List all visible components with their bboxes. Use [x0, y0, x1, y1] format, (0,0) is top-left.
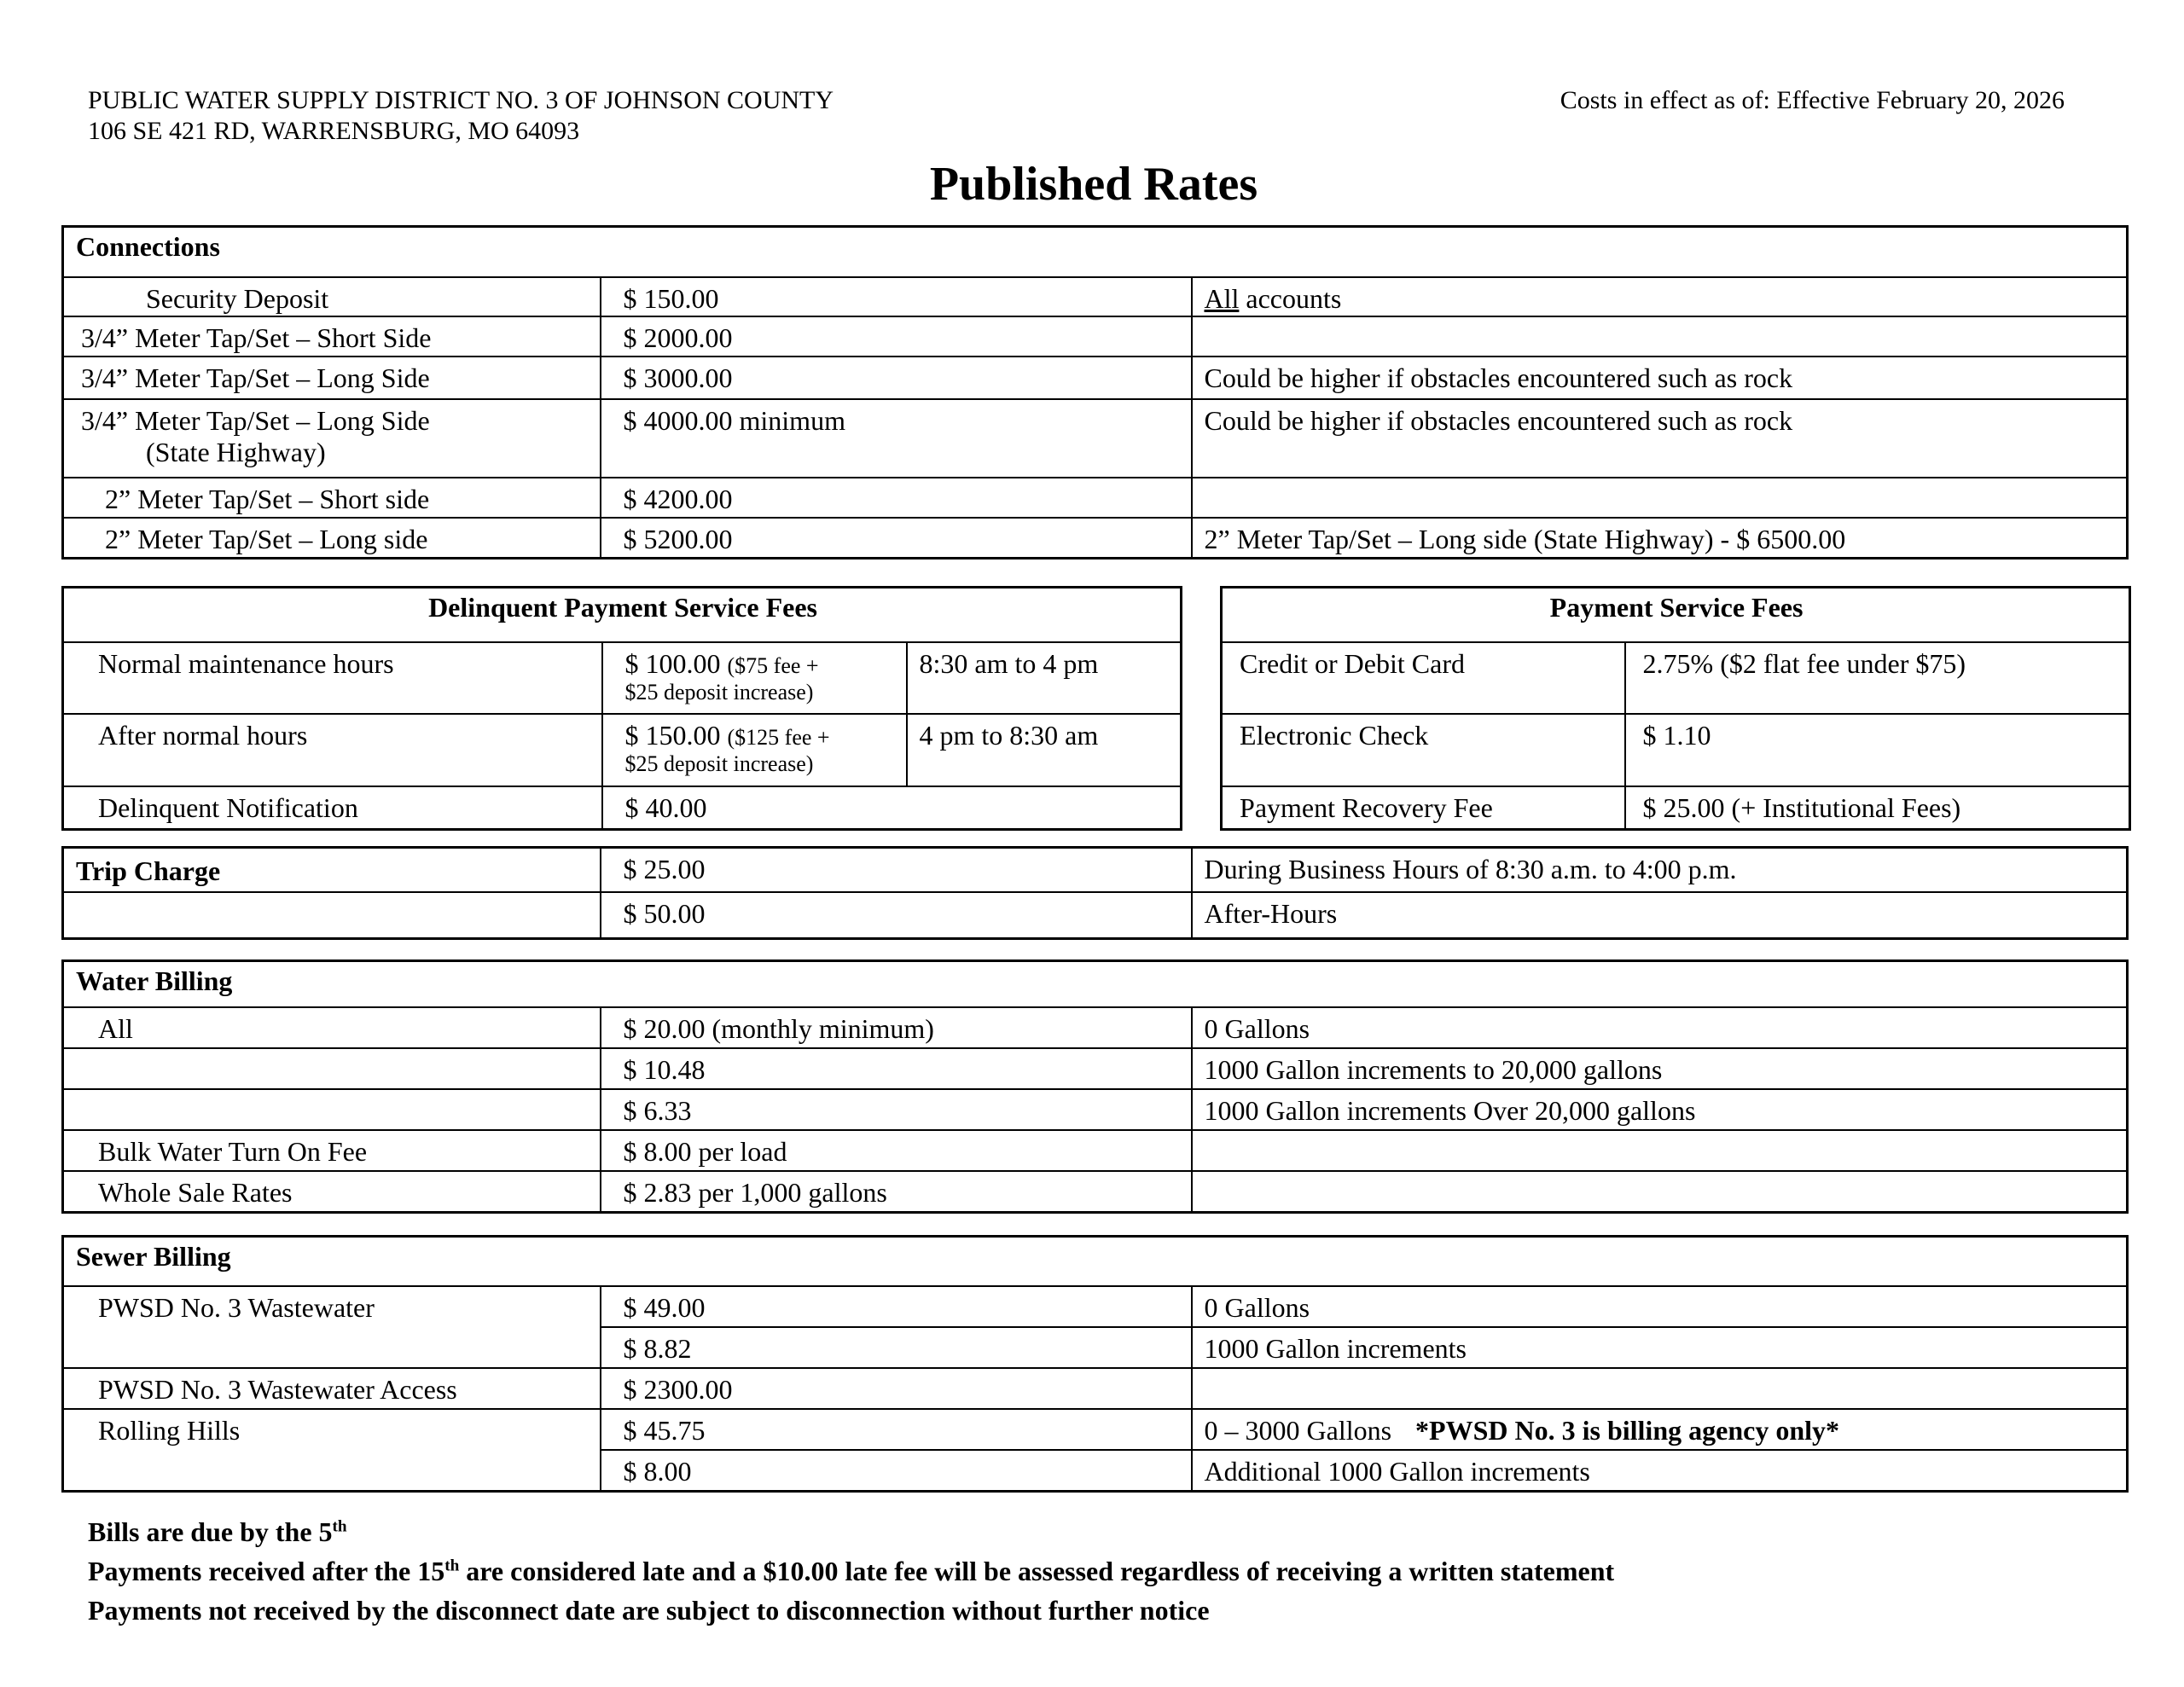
footer-text: are considered late and a $10.00 late fee will be assessed regardless of receiving a written statement	[459, 1555, 1615, 1586]
fee-breakdown-inline: ($125 fee +	[727, 725, 830, 751]
note-text: 0 – 3000 Gallons	[1204, 1415, 1392, 1446]
connections-section-title: Connections	[63, 227, 2128, 277]
table-row	[63, 847, 2128, 892]
effective-date-note: Costs in effect as of: Effective February 20, 2026	[1560, 86, 2065, 114]
item-label-cell: Credit or Debit Card	[1222, 642, 1625, 714]
table-row	[63, 478, 2128, 518]
fee-breakdown-wrap: $25 deposit increase)	[624, 679, 814, 704]
footer-line-due-date	[88, 1512, 2126, 1551]
fee-breakdown-inline: ($75 fee +	[727, 653, 819, 679]
footer-text: Bills are due by the 5	[88, 1516, 333, 1547]
payment-header-row	[1222, 587, 2130, 642]
item-label-cell: 2” Meter Tap/Set – Long side	[63, 518, 601, 558]
fee-amount: $ 150.00	[624, 720, 721, 751]
price-cell: $ 2300.00	[601, 1368, 1192, 1409]
sewer-header-row	[63, 1236, 2128, 1286]
price-cell: $ 3000.00	[601, 357, 1192, 399]
organization-address: 106 SE 421 RD, WARRENSBURG, MO 64093	[88, 117, 580, 145]
footer-notes	[61, 1512, 2126, 1630]
note-cell: 1000 Gallon increments to 20,000 gallons	[1192, 1048, 2128, 1089]
table-row	[63, 399, 2128, 478]
trip-charge-section-title: Trip Charge	[63, 847, 601, 892]
footer-line-late-fee	[88, 1551, 2126, 1591]
fee-tables-row	[61, 586, 2126, 831]
item-label-cell: Normal maintenance hours	[63, 642, 602, 714]
item-label-cell: 3/4” Meter Tap/Set – Long Side	[63, 357, 601, 399]
note-cell: After-Hours	[1192, 892, 2128, 938]
item-label-cell: Electronic Check	[1222, 714, 1625, 786]
connections-header-row	[63, 227, 2128, 277]
item-label-cell: Security Deposit	[63, 277, 601, 317]
table-row	[63, 1409, 2128, 1450]
item-label-cell	[63, 399, 601, 478]
price-cell: $ 49.00	[601, 1286, 1192, 1327]
price-cell: $ 2.83 per 1,000 gallons	[601, 1171, 1192, 1212]
hours-cell: 8:30 am to 4 pm	[907, 642, 1182, 714]
price-cell: $ 20.00 (monthly minimum)	[601, 1007, 1192, 1048]
price-cell: $ 8.00 per load	[601, 1130, 1192, 1171]
note-cell: 2” Meter Tap/Set – Long side (State Highway) - $ 6500.00	[1192, 518, 2128, 558]
price-cell: $ 50.00	[601, 892, 1192, 938]
note-cell	[1192, 1368, 2128, 1409]
note-cell	[1192, 1130, 2128, 1171]
note-cell: Could be higher if obstacles encountered such as rock	[1192, 399, 2128, 478]
price-cell: $ 45.75	[601, 1409, 1192, 1450]
water-billing-table	[61, 959, 2129, 1214]
item-label-line1: 3/4” Meter Tap/Set – Long Side	[81, 405, 430, 437]
fee-amount-cell	[602, 642, 907, 714]
item-label-cell: Delinquent Notification	[63, 786, 602, 829]
underlined-note-word: All	[1204, 282, 1240, 314]
item-label-cell	[63, 1089, 601, 1130]
price-cell: $ 6.33	[601, 1089, 1192, 1130]
item-label-cell: 3/4” Meter Tap/Set – Short Side	[63, 316, 601, 357]
note-cell: 1000 Gallon increments Over 20,000 gallons	[1192, 1089, 2128, 1130]
item-label-cell: After normal hours	[63, 714, 602, 786]
document-header	[61, 85, 2126, 147]
price-cell: $ 10.48	[601, 1048, 1192, 1089]
table-row	[63, 1048, 2128, 1089]
table-row	[63, 714, 1182, 786]
page-title: Published Rates	[929, 158, 1258, 211]
fee-cell: $ 1.10	[1625, 714, 2130, 786]
ordinal-superscript: th	[332, 1517, 347, 1536]
price-cell: $ 4200.00	[601, 478, 1192, 518]
price-cell: $ 2000.00	[601, 316, 1192, 357]
table-row	[63, 1007, 2128, 1048]
organization-name: PUBLIC WATER SUPPLY DISTRICT NO. 3 OF JOHNSON COUNTY	[88, 86, 834, 114]
ordinal-superscript: th	[444, 1557, 460, 1575]
fee-amount-cell	[602, 714, 907, 786]
table-row	[1222, 642, 2130, 714]
payment-fees-table	[1220, 586, 2131, 831]
fee-amount-cell: $ 40.00	[602, 786, 1182, 829]
hours-cell: 4 pm to 8:30 am	[907, 714, 1182, 786]
table-row	[63, 277, 2128, 317]
organization-block	[88, 85, 834, 147]
note-cell	[1192, 277, 2128, 317]
billing-agency-note: *PWSD No. 3 is billing agency only*	[1415, 1415, 1839, 1446]
footer-line-disconnect: Payments not received by the disconnect date are subject to disconnection without further notice	[88, 1594, 1210, 1626]
item-label-cell	[63, 1048, 601, 1089]
table-row	[1222, 786, 2130, 829]
item-label-cell: Bulk Water Turn On Fee	[63, 1130, 601, 1171]
price-cell: $ 4000.00 minimum	[601, 399, 1192, 478]
item-label-cell: PWSD No. 3 Wastewater Access	[63, 1368, 601, 1409]
price-cell: $ 8.00	[601, 1450, 1192, 1491]
table-row	[63, 642, 1182, 714]
note-cell: Additional 1000 Gallon increments	[1192, 1450, 2128, 1491]
item-label-cell: 2” Meter Tap/Set – Short side	[63, 478, 601, 518]
note-cell	[1192, 1409, 2128, 1450]
note-cell	[1192, 316, 2128, 357]
note-cell: 1000 Gallon increments	[1192, 1327, 2128, 1368]
table-row	[63, 1130, 2128, 1171]
water-header-row	[63, 960, 2128, 1007]
note-cell: 0 Gallons	[1192, 1007, 2128, 1048]
empty-cell	[63, 892, 601, 938]
note-cell	[1192, 1171, 2128, 1212]
trip-charge-table	[61, 846, 2129, 940]
price-cell: $ 150.00	[601, 277, 1192, 317]
table-row	[63, 1089, 2128, 1130]
item-label-cell: All	[63, 1007, 601, 1048]
sewer-section-title: Sewer Billing	[63, 1236, 2128, 1286]
fee-cell: 2.75% ($2 flat fee under $75)	[1625, 642, 2130, 714]
payment-section-title: Payment Service Fees	[1222, 587, 2130, 642]
note-text: accounts	[1239, 282, 1342, 314]
sewer-billing-table	[61, 1235, 2129, 1493]
price-cell: $ 5200.00	[601, 518, 1192, 558]
delinquent-header-row	[63, 587, 1182, 642]
table-row	[63, 1286, 2128, 1327]
note-cell: Could be higher if obstacles encountered such as rock	[1192, 357, 2128, 399]
note-cell: 0 Gallons	[1192, 1286, 2128, 1327]
table-row	[63, 316, 2128, 357]
fee-cell: $ 25.00 (+ Institutional Fees)	[1625, 786, 2130, 829]
document-content	[61, 0, 2126, 1630]
table-row	[63, 892, 2128, 938]
item-label-line2: (State Highway)	[146, 436, 326, 467]
item-label-cell: Rolling Hills	[63, 1409, 601, 1491]
connections-table	[61, 225, 2129, 559]
price-cell: $ 8.82	[601, 1327, 1192, 1368]
item-label-cell: Payment Recovery Fee	[1222, 786, 1625, 829]
table-row	[63, 786, 1182, 829]
table-row	[1222, 714, 2130, 786]
delinquent-section-title: Delinquent Payment Service Fees	[63, 587, 1182, 642]
item-label-cell: Whole Sale Rates	[63, 1171, 601, 1212]
price-cell: $ 25.00	[601, 847, 1192, 892]
table-row	[63, 357, 2128, 399]
table-row	[63, 1171, 2128, 1212]
fee-amount: $ 100.00	[624, 648, 721, 680]
note-cell: During Business Hours of 8:30 a.m. to 4:00 p.m.	[1192, 847, 2128, 892]
note-cell	[1192, 478, 2128, 518]
table-row	[63, 1368, 2128, 1409]
delinquent-fees-table	[61, 586, 1182, 831]
footer-text: Payments received after the 15	[88, 1555, 445, 1586]
table-row	[63, 518, 2128, 558]
item-label-cell: PWSD No. 3 Wastewater	[63, 1286, 601, 1368]
water-section-title: Water Billing	[63, 960, 2128, 1007]
fee-breakdown-wrap: $25 deposit increase)	[624, 751, 814, 776]
